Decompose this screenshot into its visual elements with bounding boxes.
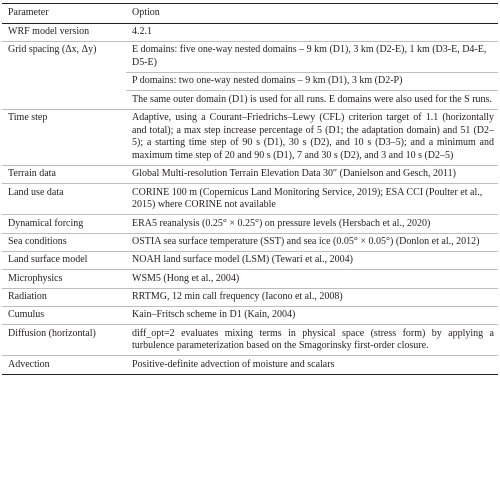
row-value: E domains: five one-way nested domains – 9 km (D1), 3 km (D2-E), 1 km (D3-E, D4-E, D5-E) [126,41,498,72]
row-value: OSTIA sea surface temperature (SST) and sea ice (0.05° × 0.05°) (Donlon et al., 2012) [126,233,498,251]
row-parameter: Microphysics [2,270,126,288]
table-row [2,325,498,356]
table-row [2,307,498,325]
row-value: Adaptive, using a Courant–Friedrichs–Lewy (CFL) criterion target of 1.1 (horizontally and total); a max step increase percentage of 5 (D1; the adaptation domain) and 51 (D2–5); a starting time step of 90 s (D1), 30 s (D2), and 10 s (D3–5); and a minimum and maximum time step of 20 and 90 s (D1), 7 and 30 s (D2), and 3 and 10 s (D2–5) [126,109,498,165]
row-value: WSM5 (Hong et al., 2004) [126,270,498,288]
table-row [2,109,498,165]
row-parameter: Radiation [2,288,126,306]
row-value: NOAH land surface model (LSM) (Tewari et al., 2004) [126,251,498,269]
table-header-row [2,4,498,24]
row-parameter: Land surface model [2,251,126,269]
table-row [2,41,498,72]
row-parameter: Dynamical forcing [2,215,126,233]
row-parameter: Diffusion (horizontal) [2,325,126,356]
table-row [2,184,498,215]
table-row [2,23,498,41]
row-value: RRTMG, 12 min call frequency (Iacono et al., 2008) [126,288,498,306]
table-row [2,233,498,251]
row-value: Kain–Fritsch scheme in D1 (Kain, 2004) [126,307,498,325]
table-row [2,215,498,233]
row-value: Global Multi-resolution Terrain Elevation Data 30″ (Danielson and Gesch, 2011) [126,165,498,183]
row-value: 4.2.1 [126,23,498,41]
table-row [2,165,498,183]
row-value: The same outer domain (D1) is used for all runs. E domains were also used for the S runs. [126,91,498,109]
table-row [2,288,498,306]
row-parameter: Grid spacing (Δx, Δy) [2,41,126,109]
table-row [2,251,498,269]
row-value: diff_opt=2 evaluates mixing terms in physical space (stress form) by applying a turbulence parameterization based on the Smagorinsky first-order closure. [126,325,498,356]
header-option: Option [126,4,498,24]
row-parameter: Advection [2,356,126,374]
row-parameter: Land use data [2,184,126,215]
row-value: CORINE 100 m (Copernicus Land Monitoring Service, 2019); ESA CCI (Poulter et al., 2015) where CORINE not available [126,184,498,215]
row-value: ERA5 reanalysis (0.25° × 0.25°) on pressure levels (Hersbach et al., 2020) [126,215,498,233]
row-parameter: Cumulus [2,307,126,325]
row-parameter: Sea conditions [2,233,126,251]
row-value: P domains: two one-way nested domains – 9 km (D1), 3 km (D2-P) [126,72,498,90]
row-value: Positive-definite advection of moisture and scalars [126,356,498,374]
table-row [2,270,498,288]
row-parameter: WRF model version [2,23,126,41]
row-parameter: Terrain data [2,165,126,183]
model-configuration-table [2,3,498,375]
row-parameter: Time step [2,109,126,165]
header-parameter: Parameter [2,4,126,24]
table-row [2,356,498,374]
